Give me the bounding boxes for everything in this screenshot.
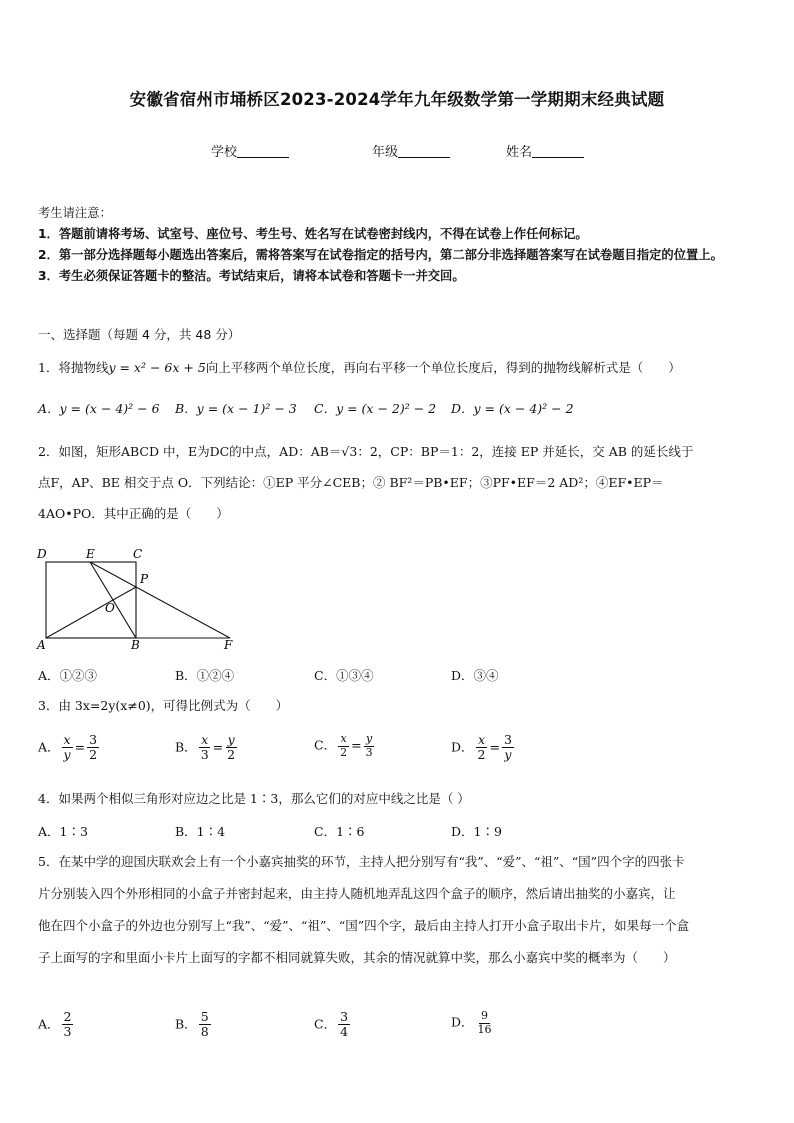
school-field bbox=[211, 141, 289, 160]
q1-prefix: 1．将抛物线 bbox=[38, 360, 109, 375]
label-b: B bbox=[131, 638, 140, 652]
option-b[interactable] bbox=[175, 733, 239, 763]
fraction: $\frac{2}{3}$ bbox=[63, 1009, 72, 1040]
rectangle-abcd bbox=[46, 562, 136, 638]
question-5-stem bbox=[38, 846, 760, 974]
option-d[interactable] bbox=[451, 1010, 496, 1036]
option-c[interactable] bbox=[314, 733, 377, 759]
fraction: $\frac{3}{y}$ bbox=[503, 732, 512, 763]
question-4-stem: 4．如果两个相似三角形对应边之比是 1∶3，那么它们的对应中线之比是（ ） bbox=[38, 791, 470, 806]
q1-suffix: 向上平移两个单位长度，再向右平移一个单位长度后，得到的抛物线解析式是（ ） bbox=[205, 360, 681, 375]
grade-field bbox=[372, 141, 450, 160]
fraction: $\frac{9}{16}$ bbox=[477, 1009, 492, 1036]
option-c[interactable] bbox=[314, 1010, 352, 1040]
q2-line: 2．如图，矩形ABCD 中，E为DC的中点，AD：AB＝√3：2，CP：BP＝1：2，连接 EP 并延长，交 AB 的延长线于 bbox=[38, 444, 694, 459]
option-c[interactable]: C．y = (x − 2)² − 2 bbox=[314, 401, 437, 416]
notice-item: 2．第一部分选择题每小题选出答案后，需将答案写在试卷指定的括号内，第二部分非选择题答案写在试卷题目指定的位置上。 bbox=[38, 248, 723, 262]
option-d[interactable]: D．③④ bbox=[451, 668, 499, 683]
q2-geometry-figure bbox=[34, 546, 244, 652]
option-c[interactable]: C．①③④ bbox=[314, 668, 374, 683]
q2-line: 点F，AP、BE 相交于点 O．下列结论：①EP 平分∠CEB；② BF²＝PB•EF；③PF•EF＝2 AD²；④EF•EP＝ bbox=[38, 475, 664, 490]
option-a[interactable]: A．y = (x − 4)² − 6 bbox=[38, 401, 160, 416]
q2-line: 4AO•PO．其中正确的是（ ） bbox=[38, 506, 229, 521]
equals-sign: = bbox=[74, 739, 86, 755]
label-p: P bbox=[140, 572, 149, 586]
option-d[interactable]: D．1∶9 bbox=[451, 824, 502, 839]
option-a[interactable] bbox=[38, 1010, 75, 1040]
question-2-stem bbox=[38, 436, 760, 529]
fraction: $\frac{x}{2}$ bbox=[477, 732, 486, 763]
option-b[interactable]: B．1∶4 bbox=[175, 824, 226, 839]
fraction: $\frac{5}{8}$ bbox=[200, 1009, 209, 1040]
option-d[interactable] bbox=[451, 733, 516, 763]
name-field bbox=[506, 141, 584, 160]
equals-sign: = bbox=[489, 739, 500, 755]
option-label: D． bbox=[451, 1014, 474, 1030]
line-be bbox=[90, 562, 136, 638]
option-label: D． bbox=[451, 739, 474, 755]
fraction: $\frac{y}{3}$ bbox=[365, 732, 373, 759]
name-label: 姓名 bbox=[506, 145, 533, 160]
question-3-stem: 3．由 3x=2y(x≠0)，可得比例式为（ ） bbox=[38, 698, 289, 713]
notice-item: 3．考生必须保证答题卡的整洁。考试结束后，请将本试卷和答题卡一并交回。 bbox=[38, 269, 465, 283]
equals-sign: = bbox=[351, 737, 362, 753]
option-b[interactable] bbox=[175, 1010, 213, 1040]
label-c: C bbox=[133, 547, 143, 561]
section-heading: 一、选择题（每题 4 分，共 48 分） bbox=[38, 327, 241, 342]
grade-blank bbox=[398, 145, 450, 158]
equals-sign: = bbox=[212, 739, 224, 755]
option-a[interactable]: A．1∶3 bbox=[38, 824, 88, 839]
option-label: A． bbox=[38, 1016, 60, 1032]
label-a: A bbox=[37, 638, 46, 652]
school-label: 学校 bbox=[211, 145, 238, 160]
question-1-stem bbox=[38, 352, 760, 383]
option-b[interactable]: B．y = (x − 1)² − 3 bbox=[175, 401, 297, 416]
option-label: C． bbox=[314, 737, 337, 753]
line-ef bbox=[90, 562, 230, 638]
q5-line: 子上面写的字和里面小卡片上面写的字都不相同就算失败，其余的情况就算中奖，那么小嘉宾中奖的概率为（ ） bbox=[38, 950, 676, 965]
school-blank bbox=[237, 145, 289, 158]
notice-heading: 考生请注意： bbox=[38, 206, 112, 220]
grade-label: 年级 bbox=[372, 145, 399, 160]
notice-block bbox=[38, 203, 758, 287]
option-label: B． bbox=[175, 1016, 197, 1032]
option-label: B． bbox=[175, 739, 197, 755]
option-a[interactable]: A．①②③ bbox=[38, 668, 98, 683]
label-e: E bbox=[86, 547, 95, 561]
option-d[interactable]: D．y = (x − 4)² − 2 bbox=[451, 401, 574, 416]
q1-expression: y = x² − 6x + 5 bbox=[108, 360, 206, 375]
q5-line: 他在四个小盒子的外边也分别写上“我”、“爱”、“祖”、“国”四个字，最后由主持人打开小盒子取出卡片，如果每一个盒 bbox=[38, 918, 690, 933]
fraction: $\frac{x}{2}$ bbox=[340, 732, 348, 759]
option-a[interactable] bbox=[38, 733, 101, 763]
option-label: C． bbox=[314, 1016, 337, 1032]
notice-item: 1．答题前请将考场、试室号、座位号、考生号、姓名写在试卷密封线内，不得在试卷上作任何标记。 bbox=[38, 227, 588, 241]
label-d: D bbox=[37, 547, 47, 561]
page-title: 安徽省宿州市埇桥区2023-2024学年九年级数学第一学期期末经典试题 bbox=[129, 90, 665, 109]
option-c[interactable]: C．1∶6 bbox=[314, 824, 365, 839]
fraction: $\frac{y}{2}$ bbox=[227, 732, 236, 763]
name-blank bbox=[532, 145, 584, 158]
q5-line: 片分别装入四个外形相同的小盒子并密封起来，由主持人随机地弄乱这四个盒子的顺序，然后请出抽奖的小嘉宾，让 bbox=[38, 886, 676, 901]
option-b[interactable]: B．①②④ bbox=[175, 668, 235, 683]
label-o: O bbox=[105, 601, 115, 615]
fraction: $\frac{3}{4}$ bbox=[340, 1009, 349, 1040]
label-f: F bbox=[224, 638, 233, 652]
line-ap bbox=[46, 587, 136, 638]
q5-line: 5．在某中学的迎国庆联欢会上有一个小嘉宾抽奖的环节，主持人把分别写有“我”、“爱”、“祖”、“国”四个字的四张卡 bbox=[38, 854, 685, 869]
option-label: A． bbox=[38, 739, 60, 755]
fraction: $\frac{x}{y}$ bbox=[63, 732, 71, 763]
fraction: $\frac{3}{2}$ bbox=[89, 732, 98, 763]
fraction: $\frac{x}{3}$ bbox=[200, 732, 209, 763]
